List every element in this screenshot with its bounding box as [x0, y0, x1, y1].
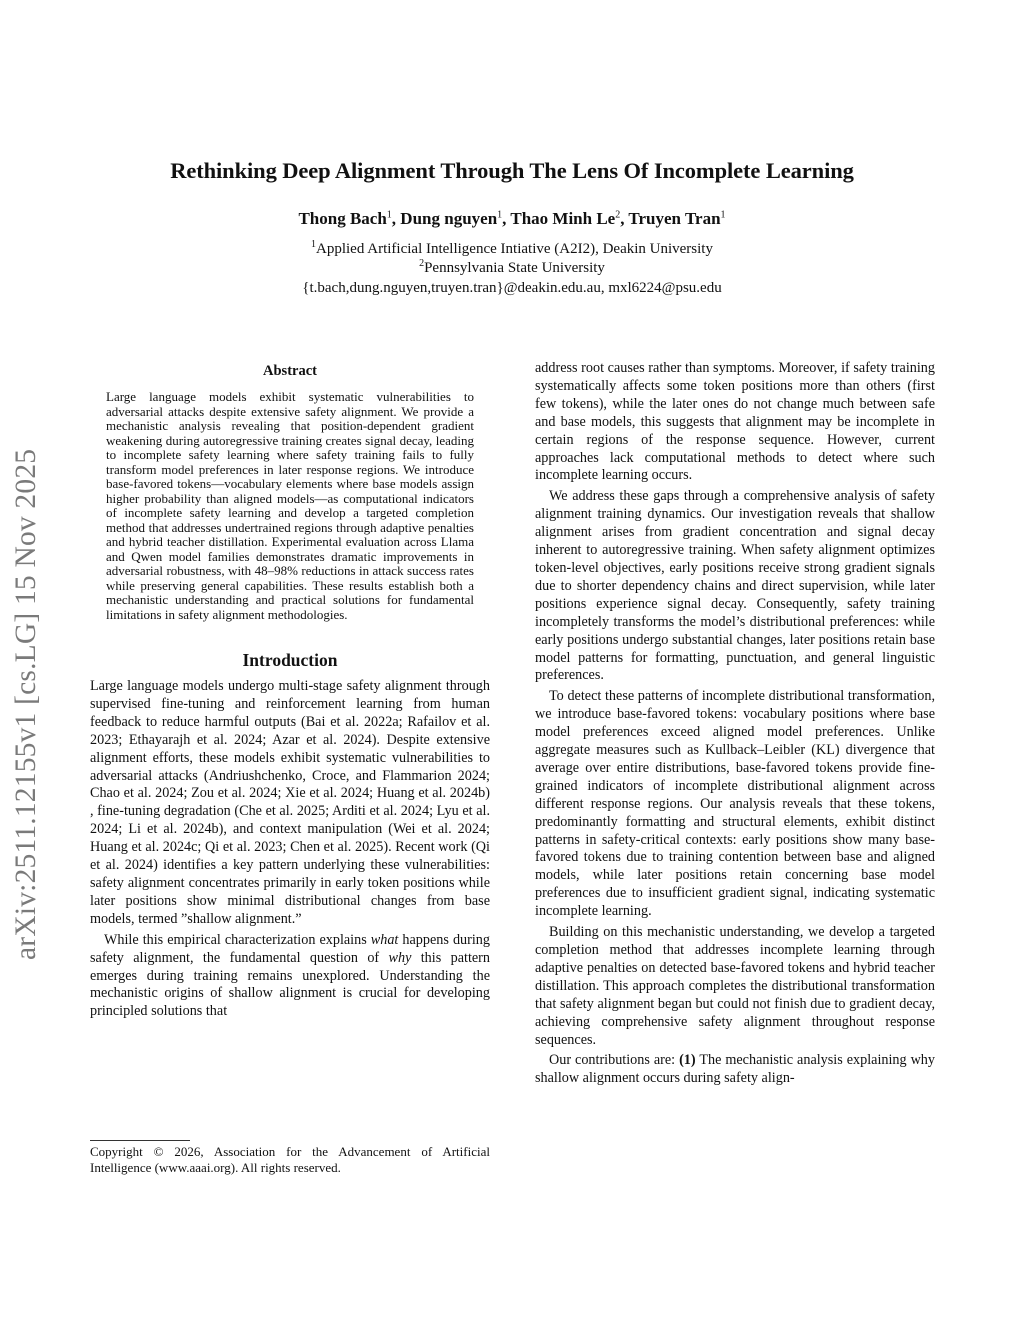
right-paragraph-3: To detect these patterns of incomplete distributional transformation, we introduce base-favored tokens: vocabulary positions where base model preferences exceed aligned model preferences. Unlike aggregate measures such as Kullback–Leibler (KL) divergence that average over entire distributions, base-favored tokens provide fine-grained indicators of incomplete distributional alignment across different response regions. Our analysis reveals that these tokens, predominantly formatting and structural elements, exhibit distinct patterns in safety-critical contexts: early positions show many base-favored tokens due to training contention between base and aligned models, while later positions retain concerning base model preferences due to insufficient gradient signal, indicating systematic incomplete learning.	[535, 688, 935, 920]
right-paragraph-2: We address these gaps through a comprehensive analysis of safety alignment training dynamics. Our investigation reveals that shallow alignment arises from gradient concentration and signal decay inherent to autoregressive training. When safety alignment optimizes token-level objectives, early positions receive strong gradient signals due to shorter dependency chains and direct supervision, while later positions experience signal decay. Consequently, safety training incompletely transforms the model’s distributional preferences: while early positions undergo substantial changes, later positions retain base model patterns for formatting, punctuation, and general linguistic preferences.	[535, 488, 935, 684]
intro-paragraph-2: While this empirical characterization explains what happens during safety alignment, the fundamental question of why this pattern emerges during training remains unexplored. Understanding the mechanistic origins of shallow alignment is crucial for developing principled solutions that	[90, 931, 491, 1020]
right-paragraph-5: Our contributions are: (1) The mechanistic analysis explaining why shallow alignment occurs during safety align-	[535, 1052, 935, 1087]
affiliation-deakin: $^1$Applied Artificial Intelligence Intiative (A2I2), Deakin University	[311, 239, 713, 257]
left-column	[90, 363, 490, 1021]
arxiv-identifier-stamp	[5, 370, 43, 960]
emphasis-what: what	[370, 931, 399, 948]
affiliation-marker: 1	[386, 209, 392, 221]
right-column	[535, 360, 935, 1088]
author-name: Truyen Tran	[628, 209, 721, 228]
footnote-rule	[90, 1140, 190, 1141]
author-emails: {t.bach,dung.nguyen,truyen.tran}@deakin.edu.au, mxl6224@psu.edu	[302, 280, 722, 296]
author-name: Thao Minh Le	[510, 209, 616, 228]
copyright-footnote: Copyright © 2026, Association for the Advancement of Artificial Intelligence (www.aaai.org). All rights reserved.	[90, 1144, 490, 1175]
affiliation-marker: 1	[497, 209, 503, 221]
paper-title: Rethinking Deep Alignment Through The Lens Of Incomplete Learning	[170, 158, 854, 183]
emphasis-why: why	[388, 949, 412, 966]
intro-paragraph-1: Large language models undergo multi-stage safety alignment through supervised fine-tuning and reinforcement learning from human feedback to reduce harmful outputs (Bai et al. 2022a; Rafailov et al. 2023; Ethayarajh et al. 2024; Azar et al. 2024). Despite extensive alignment efforts, these models exhibit systematic vulnerabilities to adversarial attacks (Andriushchenko, Croce, and Flammarion 2024; Chao et al. 2024; Zou et al. 2024; Xie et al. 2024; Huang et al. 2024b) , fine-tuning degradation (Che et al. 2025; Arditi et al. 2024; Lyu et al. 2024; Li et al. 2024b), and context manipulation (Wei et al. 2024; Huang et al. 2024c; Qi et al. 2023; Chen et al. 2025). Recent work (Qi et al. 2024) identifies a key pattern underlying these vulnerabilities: safety alignment concentrates primarily in early token positions while later positions show minimal distributional changes from base models, termed ”shallow alignment.”	[90, 678, 490, 927]
author-name: Thong Bach	[298, 209, 387, 228]
introduction-heading: Introduction	[242, 650, 338, 670]
affiliation-psu: $^2$Pennsylvania State University	[419, 258, 605, 276]
author-list: Thong Bach$^1$, Dung nguyen$^1$, Thao Minh Le$^2$, Truyen Tran$^1$	[298, 209, 726, 228]
arxiv-identifier-text: arXiv:2511.12155v1 [cs.LG] 15 Nov 2025	[10, 448, 42, 960]
abstract-heading: Abstract	[263, 363, 317, 379]
affiliation-marker: 2	[615, 209, 621, 221]
abstract-body: Large language models exhibit systematic vulnerabilities to adversarial attacks despite extensive safety alignment. We provide a mechanistic analysis revealing that position-dependent gradient weakening during autoregressive training creates signal decay, leading to incomplete safety learning where safety training fails to fully transform model preferences in later response regions. We introduce base-favored tokens—vocabulary elements where base models assign higher probability than aligned models—as computational indicators of incomplete safety learning and develop a targeted completion method that addresses undertrained regions through adaptive penalties and hybrid teacher distillation. Experimental evaluation across Llama and Qwen model families demonstrates dramatic improvements in adversarial robustness, with 48–98% reductions in attack success rates while preserving general capabilities. These results establish both a mechanistic understanding and practical solutions for fundamental limitations in safety alignment methodologies.	[106, 389, 474, 622]
right-paragraph-4: Building on this mechanistic understanding, we develop a targeted completion method that addresses incomplete learning through adaptive penalties on detected base-favored tokens and hybrid teacher distillation. This approach completes the distributional transformation that safety alignment began but could not finish due to gradient decay, achieving comprehensive safety alignment throughout response sequences.	[535, 924, 935, 1048]
affiliation-marker: 1	[720, 209, 726, 221]
right-paragraph-1: address root causes rather than symptoms. Moreover, if safety training systematically affects some token positions more than others (first few tokens), while the later ones do not change much between safe and base models, this suggests that alignment may be incomplete in certain regions of the response sequence. However, current approaches lack computational methods to detect where such incomplete learning occurs.	[535, 360, 935, 484]
author-name: Dung nguyen	[400, 209, 498, 228]
contribution-marker: (1)	[679, 1052, 696, 1069]
